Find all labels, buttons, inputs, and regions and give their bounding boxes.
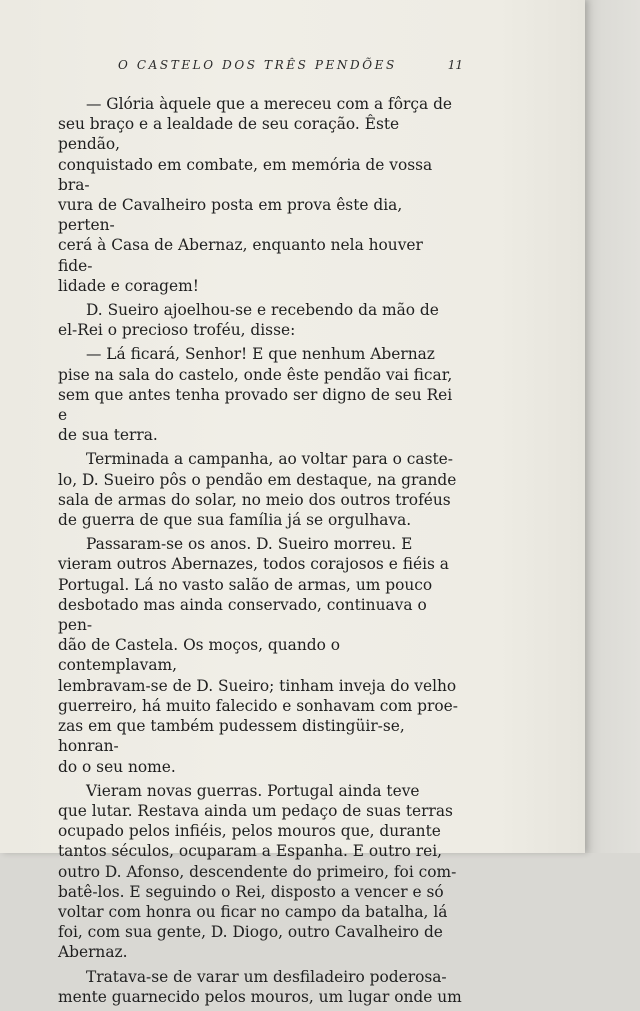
running-head bbox=[118, 58, 463, 72]
paragraph-2: D. Sueiro ajoelhou-se e recebendo da mão de el-Rei o precioso troféu, disse: bbox=[58, 301, 439, 340]
paragraph-1: — Glória àquele que a mereceu com a fôrça de seu braço e a lealdade de seu coração. Êste pendão, conquistado em combate, em memória de vossa bra- vura de Cavalheiro posta em prova êste dia, perten- cerá à Casa de Abernaz, enquanto nela houver fide- lidade e coragem! bbox=[58, 95, 453, 295]
paragraph-3: — Lá ficará, Senhor! E que nenhum Abernaz pise na sala do castelo, onde êste pendão vai ficar, sem que antes tenha provado ser digno de seu Rei e de sua terra. bbox=[58, 345, 453, 445]
paragraph-7: Tratava-se de varar um desfiladeiro poderosa- mente guarnecido pelos mouros, um lugar onde um bbox=[58, 967, 462, 1006]
body-text bbox=[58, 94, 462, 1011]
running-head-title: O CASTELO DOS TRÊS PENDÕES bbox=[118, 58, 397, 72]
page-edge bbox=[585, 0, 640, 853]
paragraph-6: Vieram novas guerras. Portugal ainda teve que lutar. Restava ainda um pedaço de suas terras ocupado pelos infiéis, pelos mouros que, durante tantos séculos, ocuparam a Espanha. E outro rei, outro D. Afonso, descendente do primeiro, foi com- batê-los. E seguindo o Rei, disposto a vencer e só voltar com honra ou ficar no campo da batalha, lá foi, com sua gente, D. Diogo, outro Cavalheiro de Abernaz. bbox=[58, 781, 457, 962]
page-number: 11 bbox=[447, 58, 463, 72]
paragraph-5: Passaram-se os anos. D. Sueiro morreu. E vieram outros Abernazes, todos corajosos e fiéis a Portugal. Lá no vasto salão de armas, um pouco desbotado mas ainda conservado, continuava o pen- dão de Castela. Os moços, quando o contemplavam, lembravam-se de D. Sueiro; tinham inveja do velho guerreiro, há muito falecido e sonhavam com proe- zas em que também pudessem distingüir-se, honran- do o seu nome. bbox=[58, 535, 458, 776]
paragraph-4: Terminada a campanha, ao voltar para o caste- lo, D. Sueiro pôs o pendão em destaque, na grande sala de armas do solar, no meio dos outros troféus de guerra de que sua família já se orgulhava. bbox=[58, 450, 457, 530]
